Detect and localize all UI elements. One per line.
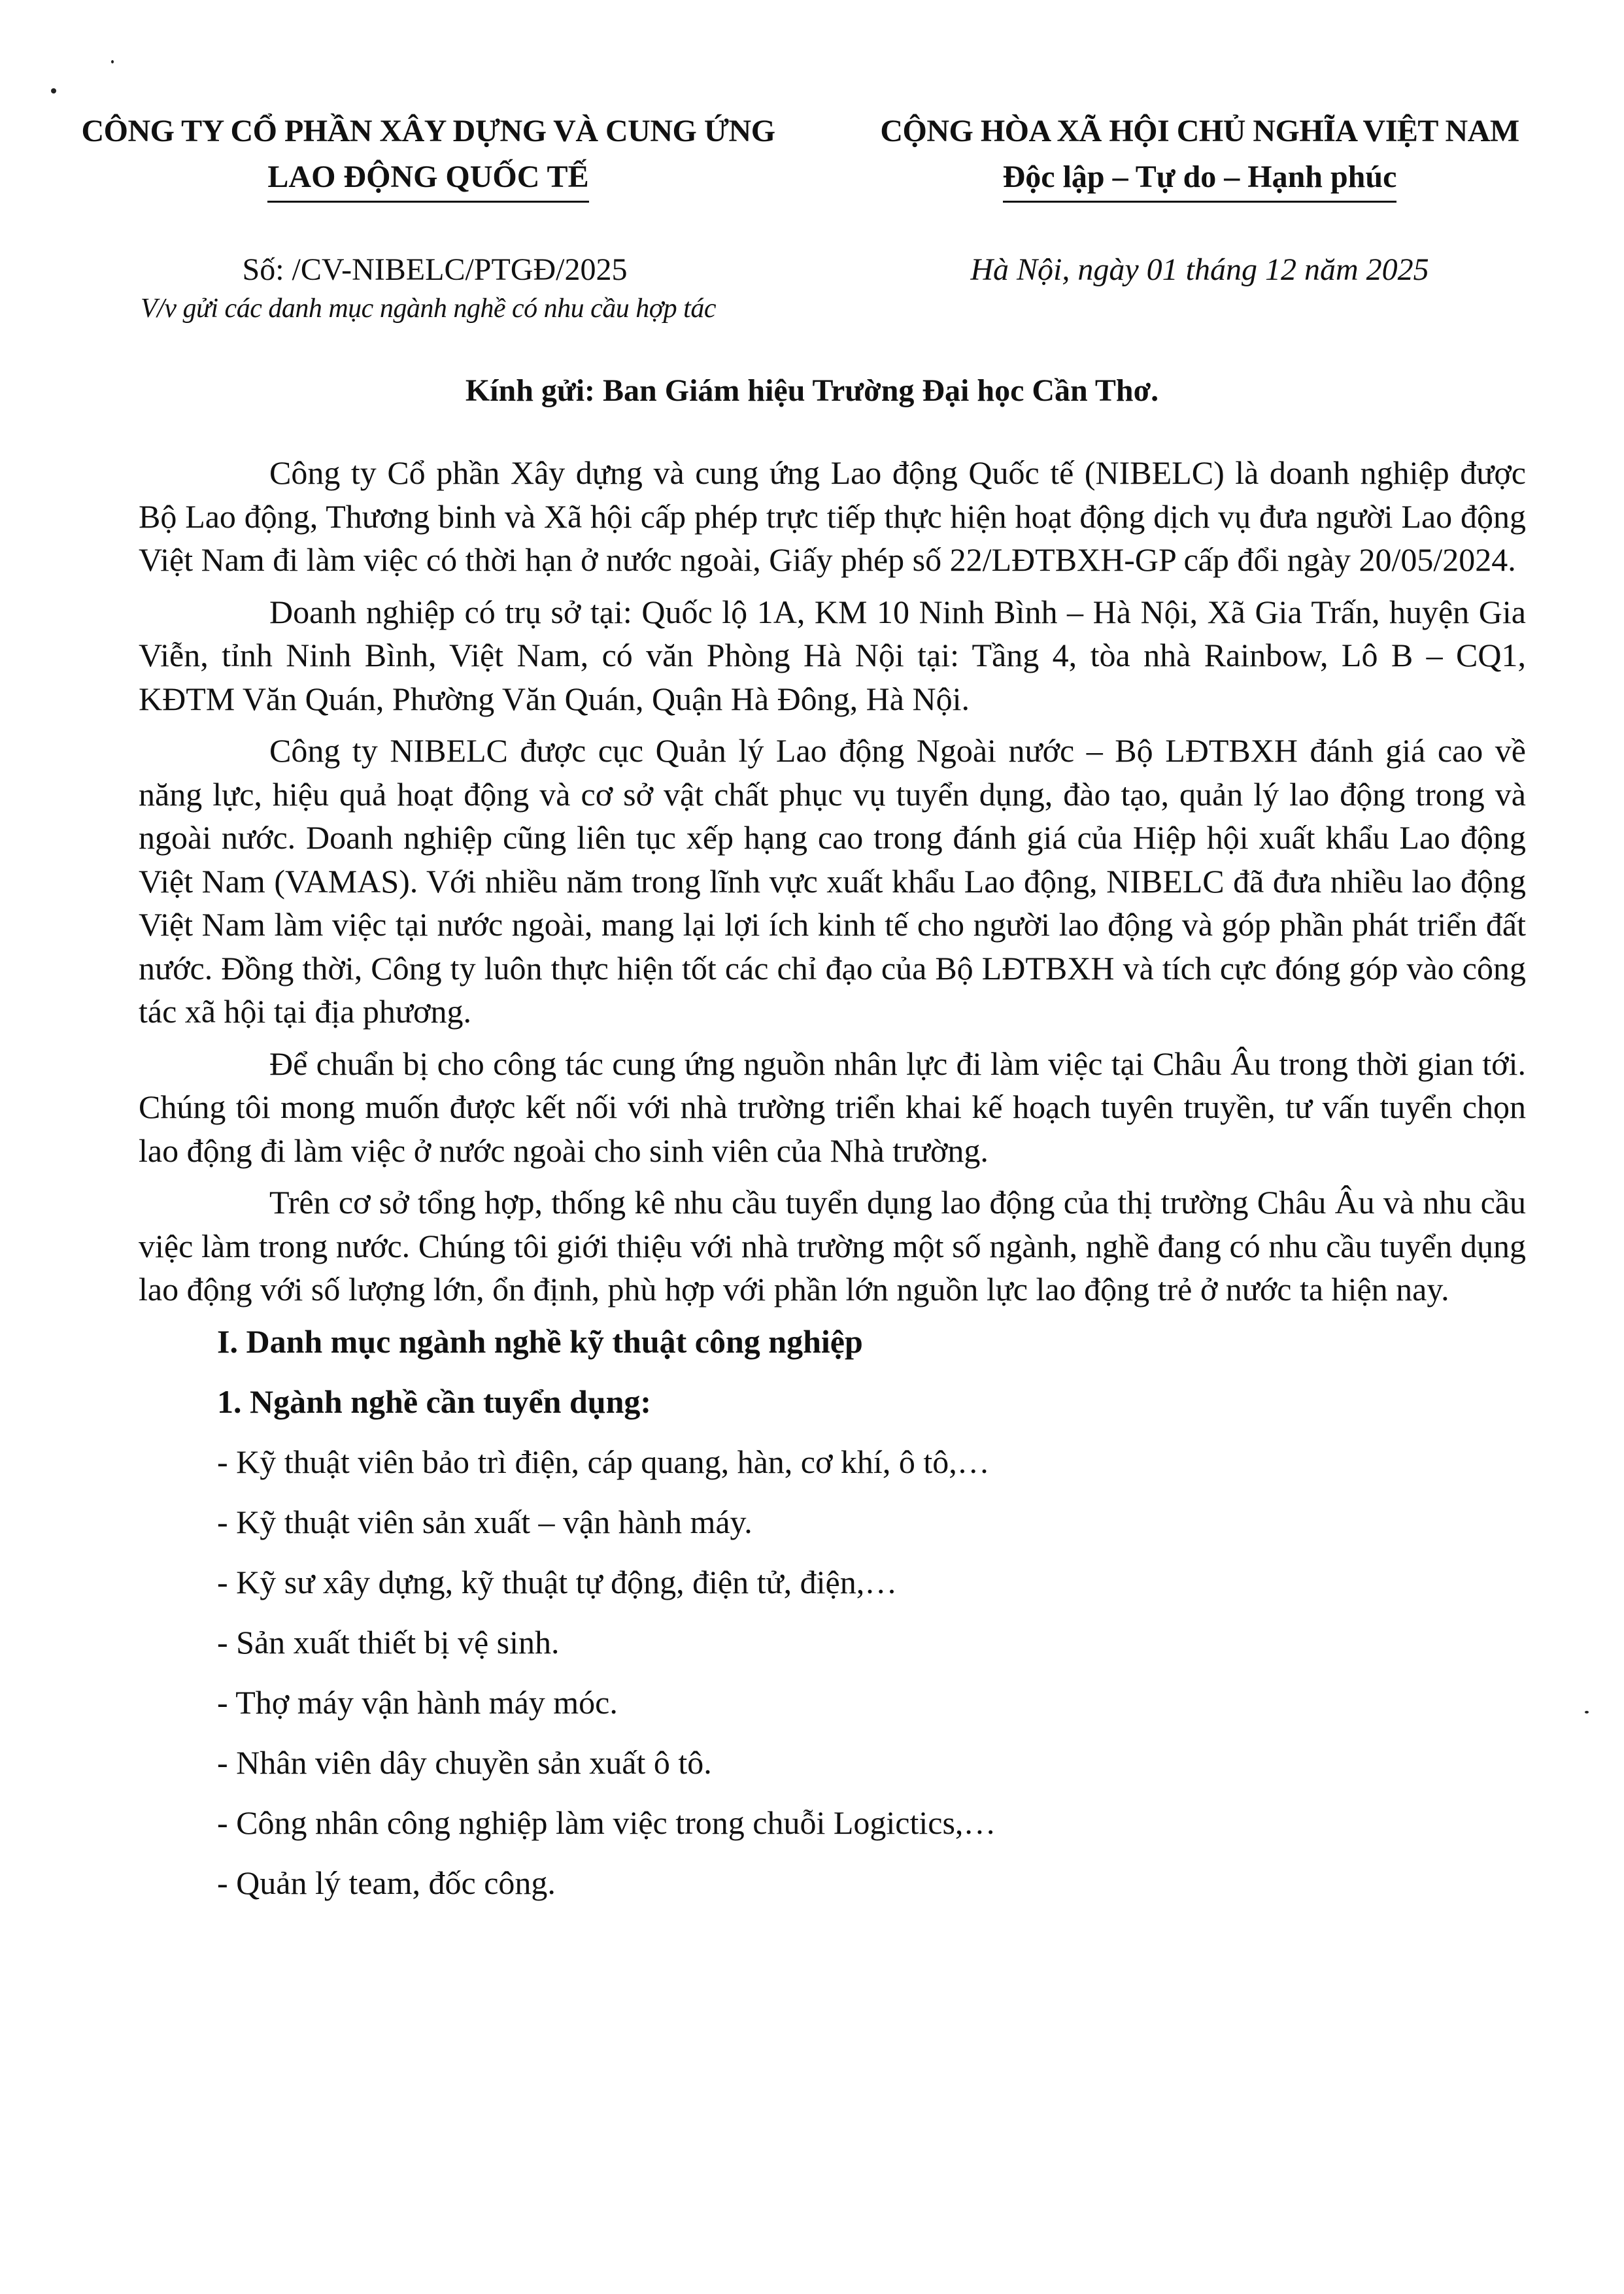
motto-text: Độc lập – Tự do – Hạnh phúc: [1002, 160, 1397, 194]
national-header: [817, 110, 1582, 199]
paragraph: Để chuẩn bị cho công tác cung ứng nguồn nhân lực đi làm việc tại Châu Âu trong thời gian tới. Chúng tôi mong muốn được kết nối với nhà trường triển khai kế hoạch tuyên truyền, tư vấn tuyển chọn lao động đi làm việc ở nước ngoài cho sinh viên của Nhà trường.: [139, 1045, 1526, 1169]
document-subject: V/v gửi các danh mục ngành nghề có nhu cầu hợp tác: [141, 294, 716, 324]
list-item: - Thợ máy vận hành máy móc.: [217, 1683, 618, 1721]
document-number: Số: /CV-NIBELC/PTGĐ/2025: [242, 252, 628, 287]
company-name-line2: [267, 156, 588, 199]
place-date: Hà Nội, ngày 01 tháng 12 năm 2025: [970, 252, 1429, 287]
list-item: - Nhân viên dây chuyền sản xuất ô tô.: [217, 1744, 712, 1781]
list-item: - Công nhân công nghiệp làm việc trong chuỗi Logictics,…: [217, 1804, 996, 1841]
addressee: Kính gửi: Ban Giám hiệu Trường Đại học Cần Thơ.: [465, 373, 1159, 408]
scan-speck: [111, 60, 114, 63]
scan-speck: [51, 88, 56, 93]
reference-block: [78, 250, 778, 328]
subsection-heading: 1. Ngành nghề cần tuyển dụng:: [217, 1383, 652, 1420]
scan-speck: [1585, 1711, 1589, 1713]
section-heading: I. Danh mục ngành nghề kỹ thuật công nghiệp: [217, 1323, 863, 1360]
paragraph: Công ty Cổ phần Xây dựng và cung ứng Lao động Quốc tế (NIBELC) là doanh nghiệp được Bộ Lao động, Thương binh và Xã hội cấp phép trực tiếp thực hiện hoạt động dịch vụ đưa người Lao động Việt Nam đi làm việc có thời hạn ở nước ngoài, Giấy phép số 22/LĐTBXH-GP cấp đổi ngày 20/05/2024.: [139, 454, 1526, 578]
national-title: CỘNG HÒA XÃ HỘI CHỦ NGHĨA VIỆT NAM: [880, 114, 1519, 148]
header-underline: [267, 201, 588, 203]
paragraph: Doanh nghiệp có trụ sở tại: Quốc lộ 1A, KM 10 Ninh Bình – Hà Nội, Xã Gia Trấn, huyện Gia Viễn, tỉnh Ninh Bình, Việt Nam, có văn Phòng Hà Nội tại: Tầng 4, tòa nhà Rainbow, Lô B – CQ1, KĐTM Văn Quán, Phường Văn Quán, Quận Hà Đông, Hà Nội.: [139, 593, 1526, 717]
list-item: - Kỹ sư xây dựng, kỹ thuật tự động, điện tử, điện,…: [217, 1563, 898, 1600]
company-name-text: LAO ĐỘNG QUỐC TẾ: [267, 160, 589, 194]
motto-underline: [1003, 201, 1397, 203]
national-motto: [1003, 156, 1397, 199]
list-item: - Quản lý team, đốc công.: [217, 1864, 556, 1901]
paragraph: Công ty NIBELC được cục Quản lý Lao động Ngoài nước – Bộ LĐTBXH đánh giá cao về năng lực, hiệu quả hoạt động và cơ sở vật chất phục vụ tuyển dụng, đào tạo, quản lý lao động trong và ngoài nước. Doanh nghiệp cũng liên tục xếp hạng cao trong đánh giá của Hiệp hội xuất khẩu Lao động Việt Nam (VAMAS). Với nhiều năm trong lĩnh vực xuất khẩu Lao động, NIBELC đã đưa nhiều lao động Việt Nam làm việc tại nước ngoài, mang lại lợi ích kinh tế cho người lao động và góp phần phát triển đất nước. Đồng thời, Công ty luôn thực hiện tốt các chỉ đạo của Bộ LĐTBXH và tích cực đóng góp vào công tác xã hội tại địa phương.: [139, 732, 1526, 1030]
company-name-line1: CÔNG TY CỔ PHẦN XÂY DỰNG VÀ CUNG ỨNG: [81, 114, 775, 148]
list-item: - Sản xuất thiết bị vệ sinh.: [217, 1623, 560, 1661]
job-list: [139, 1440, 1526, 1904]
paragraph: Trên cơ sở tổng hợp, thống kê nhu cầu tuyển dụng lao động của thị trường Châu Âu và nhu cầu việc làm trong nước. Chúng tôi giới thiệu với nhà trường một số ngành, nghề đang có nhu cầu tuyển dụng lao động với số lượng lớn, ổn định, phù hợp với phần lớn nguồn lực lao động trẻ ở nước ta hiện nay.: [139, 1184, 1526, 1307]
company-header: [78, 110, 778, 199]
letter-body: [139, 451, 1526, 1921]
list-item: - Kỹ thuật viên sản xuất – vận hành máy.: [217, 1503, 753, 1540]
list-item: - Kỹ thuật viên bảo trì điện, cáp quang, hàn, cơ khí, ô tô,…: [217, 1443, 990, 1480]
